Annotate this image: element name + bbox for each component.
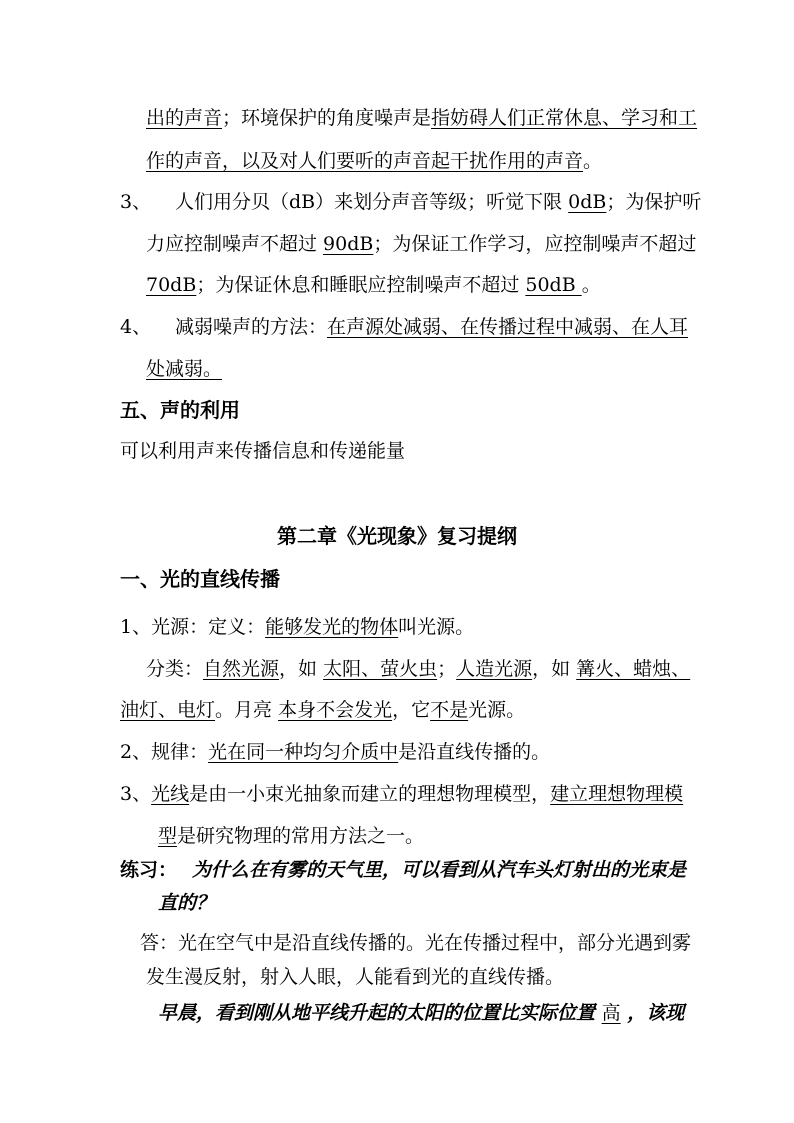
propagation-rule: 2、规律：光在同一种均匀介质中是沿直线传播的。 [120, 741, 551, 763]
exercise-question-1-line-1: 练习： 为什么在有雾的天气里，可以看到从汽车头灯射出的光束是 [120, 859, 687, 881]
section-1-heading: 一、光的直线传播 [120, 567, 280, 591]
chapter-title: 第二章《光现象》复习提纲 [277, 524, 517, 548]
light-ray-model-line-1: 3、光线是由一小束光抽象而建立的理想物理模型，建立理想物理模 [120, 783, 684, 805]
exercise-answer-1-line-1: 答：光在空气中是沿直线传播的。光在传播过程中，部分光遇到雾 [140, 932, 692, 954]
item-4-number: 4、 [120, 316, 152, 338]
item-4-line-1: 4、 减弱噪声的方法：在声源处减弱、在传播过程中减弱、在人耳 [120, 316, 689, 338]
light-source-classification: 分类：自然光源，如 太阳、萤火虫；人造光源，如 篝火、蜡烛、 [146, 658, 691, 680]
exercise-question-1-line-2: 直的？ [158, 892, 216, 914]
section-5-heading: 五、声的利用 [120, 398, 240, 422]
exercise-answer-1-line-2: 发生漫反射，射入人眼，人能看到光的直线传播。 [146, 966, 565, 988]
item-3-number: 3、 [120, 191, 152, 213]
item-3-line-3: 70dB；为保证休息和睡眠应控制噪声不超过 50dB 。 [146, 274, 601, 296]
item-4-line-2: 处减弱。 [146, 358, 223, 380]
exercise-question-2-line-1: 早晨，看到刚从地平线升起的太阳的位置比实际位置 高 ，该现 [158, 1002, 685, 1024]
noise-def-line-1: 出的声音；环境保护的角度噪声是指妨碍人们正常休息、学习和工 [146, 107, 698, 129]
light-ray-model-line-2: 型是研究物理的常用方法之一。 [158, 825, 425, 847]
section-5-text: 可以利用声来传播信息和传递能量 [120, 440, 406, 462]
item-3-line-2: 力应控制噪声不超过 90dB；为保证工作学习，应控制噪声不超过 [146, 233, 697, 255]
noise-def-line-2: 作的声音，以及对人们要听的声音起干扰作用的声音。 [146, 150, 603, 172]
light-source-definition: 1、光源：定义：能够发光的物体叫光源。 [120, 616, 475, 638]
exercise-label: 练习： [120, 859, 178, 881]
light-source-classification-cont: 油灯、电灯。月亮 本身不会发光，它不是光源。 [120, 699, 526, 721]
item-3-line-1: 3、 人们用分贝（dB）来划分声音等级；听觉下限 0dB；为保护听 [120, 191, 702, 213]
